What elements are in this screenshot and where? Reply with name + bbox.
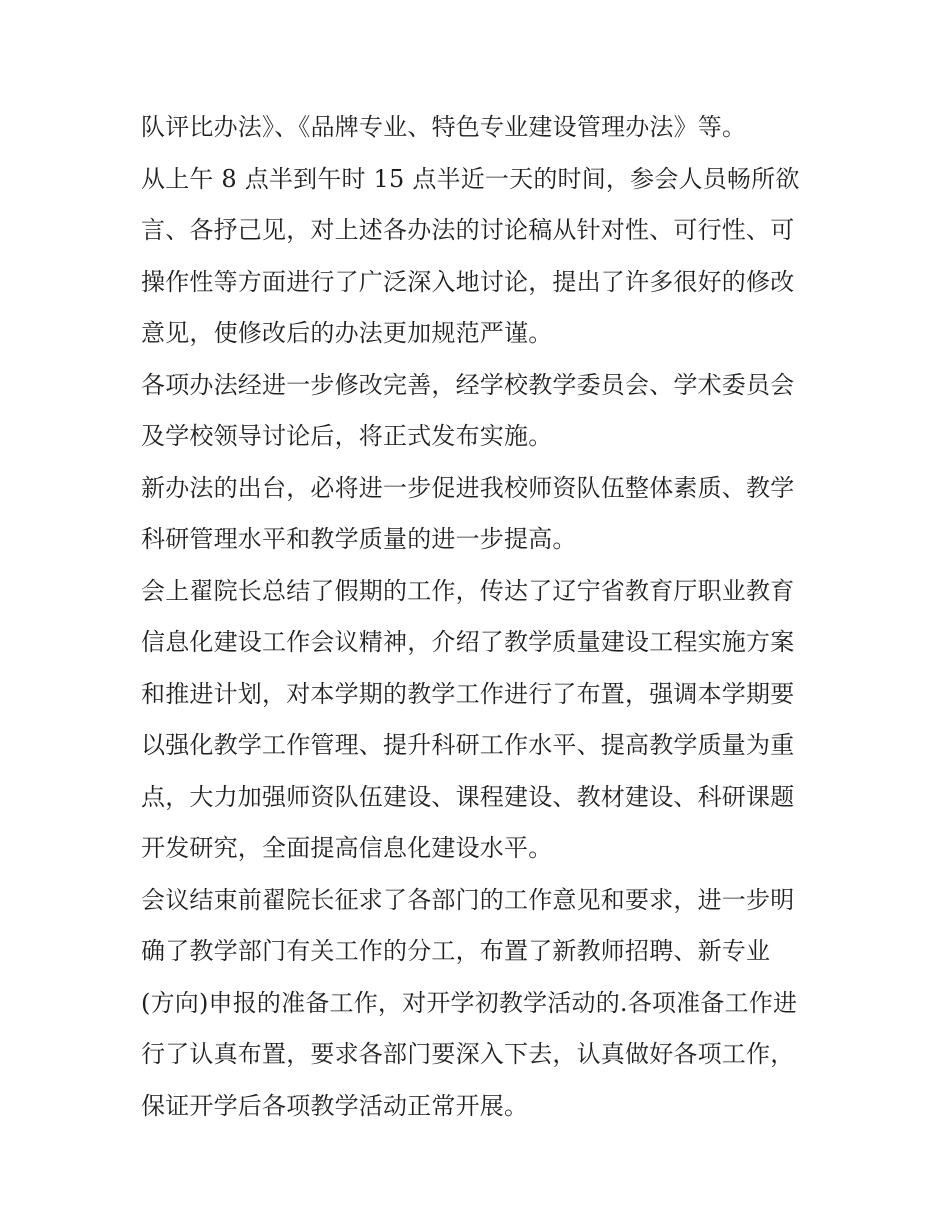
text-line-17: 确了教学部门有关工作的分工，布置了新教师招聘、新专业 [141,937,771,965]
text-line-4: 操作性等方面进行了广泛深入地讨论，提出了许多很好的修改 [141,267,795,296]
text-line-1: 队评比办法》、《品牌专业、特色专业建设管理办法》等。 [141,113,747,141]
text-line-18: (方向)申报的准备工作，对开学初教学活动的.各项准备工作进 [141,988,798,1017]
text-line-9: 科研管理水平和教学质量的进一步提高。 [141,525,577,553]
text-line-20: 保证开学后各项教学活动正常开展。 [141,1091,529,1120]
text-line-15: 开发研究，全面提高信息化建设水平。 [141,834,553,862]
text-line-16: 会议结束前翟院长征求了各部门的工作意见和要求，进一步明 [141,885,795,914]
text-line-5: 意见，使修改后的办法更加规范严谨。 [141,319,553,347]
text-line-11: 信息化建设工作会议精神，介绍了教学质量建设工程实施方案 [141,628,795,656]
text-line-6: 各项办法经进一步修改完善，经学校教学委员会、学术委员会 [141,370,795,399]
text-line-14: 点，大力加强师资队伍建设、课程建设、教材建设、科研课题 [141,782,795,811]
text-line-2: 从上午 8 点半到午时 15 点半近一天的时间，参会人员畅所欲 [141,164,800,193]
text-line-10: 会上翟院长总结了假期的工作，传达了辽宁省教育厅职业教育 [141,576,795,605]
text-line-13: 以强化教学工作管理、提升科研工作水平、提高教学质量为重 [141,731,795,759]
text-line-19: 行了认真布置，要求各部门要深入下去，认真做好各项工作， [141,1040,795,1068]
text-line-3: 言、各抒己见，对上述各办法的讨论稿从针对性、可行性、可 [141,216,795,244]
text-line-12: 和推进计划，对本学期的教学工作进行了布置，强调本学期要 [141,679,795,708]
text-line-7: 及学校领导讨论后，将正式发布实施。 [141,422,553,450]
text-line-8: 新办法的出台，必将进一步促进我校师资队伍整体素质、教学 [141,473,795,502]
document-body [141,102,821,1132]
